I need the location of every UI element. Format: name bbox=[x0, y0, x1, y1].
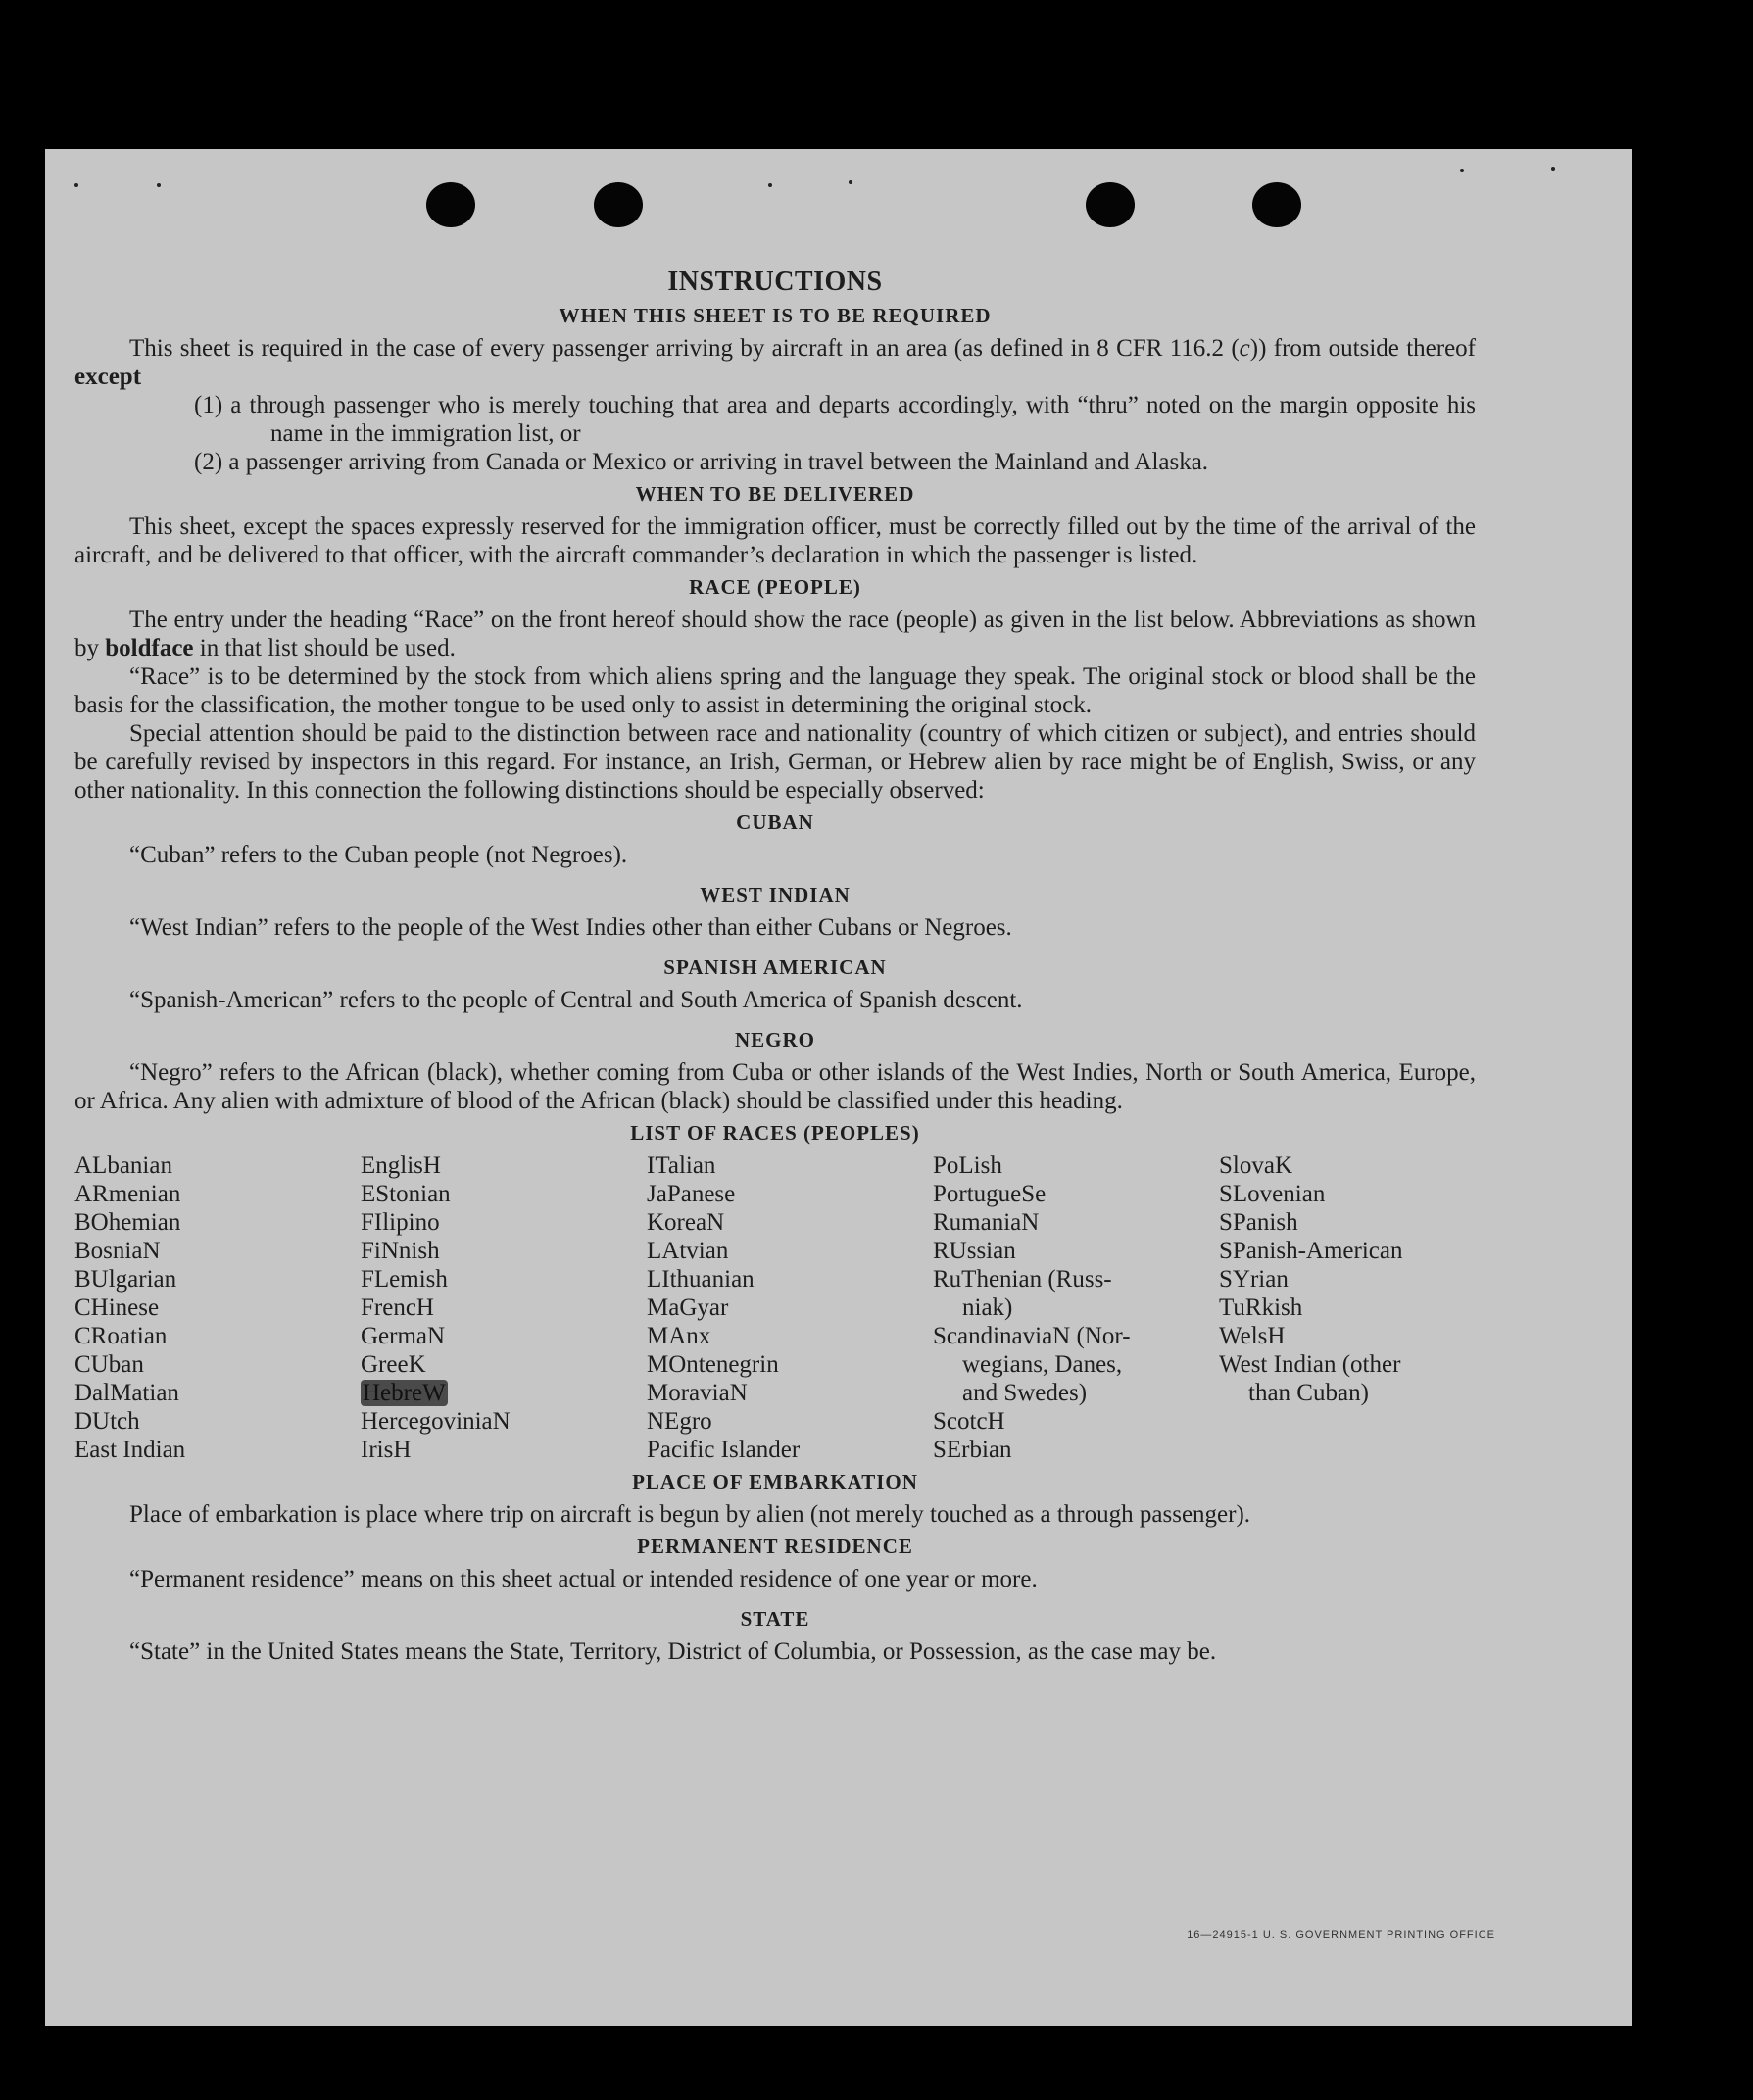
required-item-2: (2) a passenger arriving from Canada or Mexico or arriving in travel between the Mainland and Alaska. bbox=[194, 449, 1209, 475]
races-column-5 bbox=[1219, 1151, 1484, 1464]
races-column-2 bbox=[361, 1151, 647, 1464]
race-item: MoraviaN bbox=[647, 1380, 748, 1406]
race-item: SLovenian bbox=[1219, 1181, 1326, 1207]
race-item-continued: wegians, Danes, bbox=[962, 1351, 1123, 1378]
required-intro-italic: c bbox=[1239, 335, 1250, 362]
race-item: EStonian bbox=[361, 1181, 451, 1207]
section-heading-embarkation: PLACE OF EMBARKATION bbox=[632, 1470, 918, 1493]
race-item: LAtvian bbox=[647, 1238, 729, 1264]
race-item: RuThenian (Russ- bbox=[933, 1266, 1112, 1293]
embarkation-text: Place of embarkation is place where trip on aircraft is begun by alien (not merely touched as a through passenger). bbox=[129, 1501, 1251, 1528]
section-heading-delivered: WHEN TO BE DELIVERED bbox=[635, 482, 915, 506]
state-text: “State” in the United States means the State, Territory, District of Columbia, or Possession, as the case may be. bbox=[129, 1638, 1217, 1665]
delivered-text: This sheet, except the spaces expressly reserved for the immigration officer, must be correctly filled out by the time of the arrival of the aircraft, and be delivered to that officer, with the aircraft commander’s declaration in which the passenger is listed. bbox=[74, 513, 1476, 568]
required-intro-text: This sheet is required in the case of every passenger arriving by aircraft in an area (as defined in 8 CFR 116.2 ( bbox=[129, 335, 1240, 362]
races-column-1 bbox=[74, 1151, 361, 1464]
race-item: FiNnish bbox=[361, 1238, 440, 1264]
required-except: except bbox=[74, 364, 142, 390]
race-item: SlovaK bbox=[1219, 1152, 1292, 1179]
race-item: ARmenian bbox=[74, 1181, 181, 1207]
race-item bbox=[361, 1379, 647, 1407]
page-title: INSTRUCTIONS bbox=[667, 267, 883, 297]
races-column-3 bbox=[647, 1151, 933, 1464]
race-item: WelsH bbox=[1219, 1323, 1286, 1349]
race-paragraph-1 bbox=[74, 606, 1476, 662]
residence-text: “Permanent residence” means on this sheet actual or intended residence of one year or more. bbox=[129, 1566, 1038, 1592]
section-heading-races: LIST OF RACES (PEOPLES) bbox=[630, 1121, 920, 1145]
race-item: GreeK bbox=[361, 1351, 426, 1378]
speck bbox=[1551, 167, 1555, 171]
race-item: SErbian bbox=[933, 1437, 1012, 1463]
required-intro bbox=[74, 334, 1476, 391]
race-item: SYrian bbox=[1219, 1266, 1289, 1293]
race-item: JaPanese bbox=[647, 1181, 736, 1207]
race-item: NEgro bbox=[647, 1408, 712, 1435]
section-heading-negro: NEGRO bbox=[734, 1028, 815, 1051]
races-list bbox=[74, 1151, 1476, 1464]
race-item-highlighted: HebreW bbox=[363, 1380, 446, 1406]
section-heading-race: RACE (PEOPLE) bbox=[689, 575, 861, 599]
required-intro-text-2: )) from outside thereof bbox=[1249, 335, 1476, 362]
race-item: Pacific Islander bbox=[647, 1437, 801, 1463]
race-item-continued: niak) bbox=[962, 1294, 1013, 1321]
race-item: PortugueSe bbox=[933, 1181, 1047, 1207]
speck bbox=[1460, 169, 1464, 172]
race-item-continued: than Cuban) bbox=[1248, 1380, 1369, 1406]
printer-line: 16—24915-1 U. S. GOVERNMENT PRINTING OFFICE bbox=[1187, 1929, 1495, 1941]
race-paragraph-1-end: in that list should be used. bbox=[193, 635, 456, 661]
race-item: TuRkish bbox=[1219, 1294, 1303, 1321]
instructions-body bbox=[74, 267, 1476, 1666]
section-heading-west-indian: WEST INDIAN bbox=[700, 883, 851, 906]
race-item: CRoatian bbox=[74, 1323, 168, 1349]
race-item: RUssian bbox=[933, 1238, 1016, 1264]
speck bbox=[849, 180, 852, 184]
race-item: West Indian (other bbox=[1219, 1351, 1401, 1378]
west-indian-text: “West Indian” refers to the people of the West Indies other than either Cubans or Negroes. bbox=[129, 914, 1012, 941]
race-item: GermaN bbox=[361, 1323, 446, 1349]
race-item: RumaniaN bbox=[933, 1209, 1040, 1236]
punch-hole bbox=[1252, 182, 1301, 227]
race-item: FLemish bbox=[361, 1266, 448, 1293]
section-heading-cuban: CUBAN bbox=[736, 810, 814, 834]
races-column-4 bbox=[933, 1151, 1219, 1464]
race-item: CUban bbox=[74, 1351, 144, 1378]
speck bbox=[768, 183, 772, 187]
race-item: LIthuanian bbox=[647, 1266, 755, 1293]
race-item: SPanish bbox=[1219, 1209, 1298, 1236]
required-item-1: (1) a through passenger who is merely touching that area and departs accordingly, with “thru” noted on the margin opposite his name in the immigration list, or bbox=[194, 392, 1476, 447]
race-item: BOhemian bbox=[74, 1209, 181, 1236]
race-item: East Indian bbox=[74, 1437, 186, 1463]
race-item: DUtch bbox=[74, 1408, 140, 1435]
section-heading-residence: PERMANENT RESIDENCE bbox=[637, 1535, 913, 1558]
punch-hole bbox=[594, 182, 643, 227]
race-paragraph-2: “Race” is to be determined by the stock from which aliens spring and the language they speak. The original stock or blood shall be the basis for the classification, the mother tongue to be used only to assist in determining the original stock. bbox=[74, 663, 1476, 718]
section-heading-state: STATE bbox=[740, 1607, 810, 1631]
race-paragraph-1-text: The entry under the heading “Race” on the front hereof should show the race (people) as given in the list below. Abbreviations as shown by bbox=[74, 607, 1476, 661]
race-item: IrisH bbox=[361, 1437, 412, 1463]
race-item: ScandinaviaN (Nor- bbox=[933, 1323, 1131, 1349]
race-paragraph-3: Special attention should be paid to the distinction between race and nationality (country of which citizen or subject), and entries should be carefully revised by inspectors in this regard. For instance, an Irish, German, or Hebrew alien by race might be of English, Swiss, or any other nationality. In this connection the following distinctions should be especially observed: bbox=[74, 720, 1476, 804]
race-item: BosniaN bbox=[74, 1238, 161, 1264]
race-item: EnglisH bbox=[361, 1152, 441, 1179]
race-item: KoreaN bbox=[647, 1209, 725, 1236]
race-item: CHinese bbox=[74, 1294, 160, 1321]
race-item: ScotcH bbox=[933, 1408, 1005, 1435]
race-item: FIlipino bbox=[361, 1209, 440, 1236]
race-item: ALbanian bbox=[74, 1152, 172, 1179]
race-item: MaGyar bbox=[647, 1294, 729, 1321]
cuban-text: “Cuban” refers to the Cuban people (not Negroes). bbox=[129, 842, 628, 868]
section-heading-required: WHEN THIS SHEET IS TO BE REQUIRED bbox=[559, 304, 992, 327]
punch-hole bbox=[426, 182, 475, 227]
race-boldface: boldface bbox=[105, 635, 194, 661]
race-item: SPanish-American bbox=[1219, 1238, 1403, 1264]
instruction-sheet bbox=[45, 149, 1632, 2026]
race-item: PoLish bbox=[933, 1152, 1002, 1179]
race-item: FrencH bbox=[361, 1294, 434, 1321]
section-heading-spanish-american: SPANISH AMERICAN bbox=[663, 955, 887, 979]
race-item: DalMatian bbox=[74, 1380, 179, 1406]
race-item-continued: and Swedes) bbox=[962, 1380, 1088, 1406]
race-item: ITalian bbox=[647, 1152, 716, 1179]
speck bbox=[74, 183, 78, 187]
race-item: HercegoviniaN bbox=[361, 1408, 511, 1435]
negro-text: “Negro” refers to the African (black), whether coming from Cuba or other islands of the West Indies, North or South America, Europe, or Africa. Any alien with admixture of blood of the African (black) should be classified under this heading. bbox=[74, 1059, 1476, 1114]
race-item: MAnx bbox=[647, 1323, 711, 1349]
spanish-american-text: “Spanish-American” refers to the people of Central and South America of Spanish descent. bbox=[129, 987, 1023, 1013]
race-item: MOntenegrin bbox=[647, 1351, 779, 1378]
speck bbox=[157, 183, 161, 187]
punch-hole bbox=[1086, 182, 1135, 227]
race-item: BUlgarian bbox=[74, 1266, 177, 1293]
